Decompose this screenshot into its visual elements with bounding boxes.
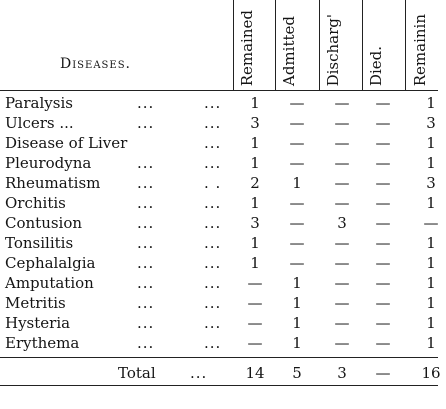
remained-value: 2: [250, 174, 260, 192]
disease-name: Hysteria: [5, 314, 71, 332]
discharged-value: —: [334, 134, 350, 152]
died-value: —: [375, 254, 391, 272]
remained-value: —: [247, 274, 263, 292]
diseases-column-header: Diseases.: [60, 56, 131, 72]
remained-value: 1: [250, 154, 260, 172]
disease-name: Contusion: [5, 214, 83, 232]
leader-dots: ...: [204, 94, 222, 112]
remaining-value: 1: [426, 94, 436, 112]
died-value: —: [375, 334, 391, 352]
died-value: —: [375, 94, 391, 112]
table-row: [0, 233, 438, 253]
died-value: —: [375, 314, 391, 332]
discharged-value: —: [334, 334, 350, 352]
remained-value: —: [247, 294, 263, 312]
header-rule: [0, 90, 438, 91]
table-row: [0, 133, 438, 153]
remaining-value: 3: [426, 114, 436, 132]
total-discharged-value: 3: [337, 364, 347, 382]
admitted-value: 1: [292, 294, 302, 312]
admitted-value: —: [289, 214, 305, 232]
admitted-value: —: [289, 154, 305, 172]
table-row: [0, 213, 438, 233]
disease-name: Disease of Liver: [5, 134, 128, 152]
remaining-value: 1: [426, 294, 436, 312]
admitted-value: —: [289, 94, 305, 112]
table-row: [0, 113, 438, 133]
column-divider: [233, 0, 234, 90]
leader-dots: ...: [137, 254, 155, 272]
discharged-column-header: Discharg': [324, 13, 342, 86]
remained-value: —: [247, 334, 263, 352]
leader-dots: ...: [204, 154, 222, 172]
leader-dots: ...: [204, 254, 222, 272]
table-row: [0, 93, 438, 113]
remained-value: 1: [250, 234, 260, 252]
total-remaining-value: 16: [421, 364, 441, 382]
leader-dots: ...: [204, 194, 222, 212]
table-row: [0, 293, 438, 313]
died-value: —: [375, 234, 391, 252]
remained-value: 3: [250, 114, 260, 132]
leader-dots: ...: [204, 134, 222, 152]
total-rule: [0, 357, 438, 358]
remained-value: 1: [250, 134, 260, 152]
disease-name: Cephalalgia: [5, 254, 96, 272]
leader-dots: ...: [204, 294, 222, 312]
leader-dots: ...: [137, 294, 155, 312]
column-divider: [362, 0, 363, 90]
disease-name: Metritis: [5, 294, 66, 312]
admitted-value: —: [289, 134, 305, 152]
leader-dots: ...: [137, 274, 155, 292]
leader-dots: ...: [137, 314, 155, 332]
remaining-value: 1: [426, 314, 436, 332]
table-row: [0, 273, 438, 293]
total-row: [0, 363, 441, 383]
discharged-value: —: [334, 314, 350, 332]
admitted-value: 1: [292, 314, 302, 332]
leader-dots: ...: [137, 174, 155, 192]
remaining-value: 1: [426, 274, 436, 292]
admitted-value: —: [289, 194, 305, 212]
leader-dots: ...: [137, 334, 155, 352]
discharged-value: —: [334, 114, 350, 132]
died-value: —: [375, 114, 391, 132]
bottom-rule: [0, 385, 438, 386]
remaining-value: 1: [426, 134, 436, 152]
remaining-value: 3: [426, 174, 436, 192]
remained-value: 3: [250, 214, 260, 232]
remained-value: —: [247, 314, 263, 332]
disease-name: Tonsilitis: [5, 234, 74, 252]
disease-name: Pleurodyna: [5, 154, 92, 172]
table-row: [0, 253, 438, 273]
disease-name: Amputation: [5, 274, 94, 292]
remaining-value: —: [423, 214, 439, 232]
disease-name: Ulcers ...: [5, 114, 74, 132]
admitted-value: —: [289, 254, 305, 272]
remained-column-header: Remained: [238, 9, 256, 86]
discharged-value: —: [334, 194, 350, 212]
total-label: Total: [118, 364, 156, 382]
table-row: [0, 333, 438, 353]
column-divider: [405, 0, 406, 90]
leader-dots: ...: [137, 114, 155, 132]
died-value: —: [375, 214, 391, 232]
leader-dots: ...: [204, 334, 222, 352]
admitted-value: 1: [292, 274, 302, 292]
discharged-value: —: [334, 94, 350, 112]
discharged-value: —: [334, 254, 350, 272]
column-divider: [319, 0, 320, 90]
died-value: —: [375, 154, 391, 172]
remained-value: 1: [250, 94, 260, 112]
disease-name: Rheumatism: [5, 174, 101, 192]
remaining-value: 1: [426, 334, 436, 352]
discharged-value: —: [334, 154, 350, 172]
discharged-value: 3: [337, 214, 347, 232]
died-value: —: [375, 134, 391, 152]
remained-value: 1: [250, 194, 260, 212]
admitted-value: —: [289, 234, 305, 252]
leader-dots: ...: [204, 274, 222, 292]
table-row: [0, 193, 438, 213]
remained-value: 1: [250, 254, 260, 272]
disease-name: Orchitis: [5, 194, 66, 212]
admitted-value: 1: [292, 334, 302, 352]
admitted-column-header: Admitted: [280, 16, 298, 86]
leader-dots: ...: [137, 94, 155, 112]
leader-dots: . .: [204, 174, 222, 192]
died-value: —: [375, 174, 391, 192]
remaining-value: 1: [426, 234, 436, 252]
total-admitted-value: 5: [292, 364, 302, 382]
leader-dots: ...: [137, 194, 155, 212]
leader-dots: ...: [190, 364, 208, 382]
total-remained-value: 14: [245, 364, 265, 382]
discharged-value: —: [334, 234, 350, 252]
leader-dots: ...: [204, 214, 222, 232]
remaining-value: 1: [426, 154, 436, 172]
discharged-value: —: [334, 174, 350, 192]
table-row: [0, 153, 438, 173]
disease-name: Erythema: [5, 334, 80, 352]
leader-dots: ...: [204, 314, 222, 332]
discharged-value: —: [334, 294, 350, 312]
admitted-value: 1: [292, 174, 302, 192]
leader-dots: ...: [137, 234, 155, 252]
discharged-value: —: [334, 274, 350, 292]
died-value: —: [375, 274, 391, 292]
total-died-value: —: [375, 364, 391, 382]
leader-dots: ...: [137, 154, 155, 172]
remaining-value: 1: [426, 254, 436, 272]
admitted-value: —: [289, 114, 305, 132]
leader-dots: ...: [204, 114, 222, 132]
remaining-column-header: Remainin: [411, 13, 429, 86]
died-value: —: [375, 194, 391, 212]
died-column-header: Died.: [367, 45, 385, 86]
column-divider: [275, 0, 276, 90]
died-value: —: [375, 294, 391, 312]
table-row: [0, 313, 438, 333]
leader-dots: ...: [204, 234, 222, 252]
disease-name: Paralysis: [5, 94, 73, 112]
leader-dots: ...: [137, 214, 155, 232]
table-row: [0, 173, 438, 193]
remaining-value: 1: [426, 194, 436, 212]
